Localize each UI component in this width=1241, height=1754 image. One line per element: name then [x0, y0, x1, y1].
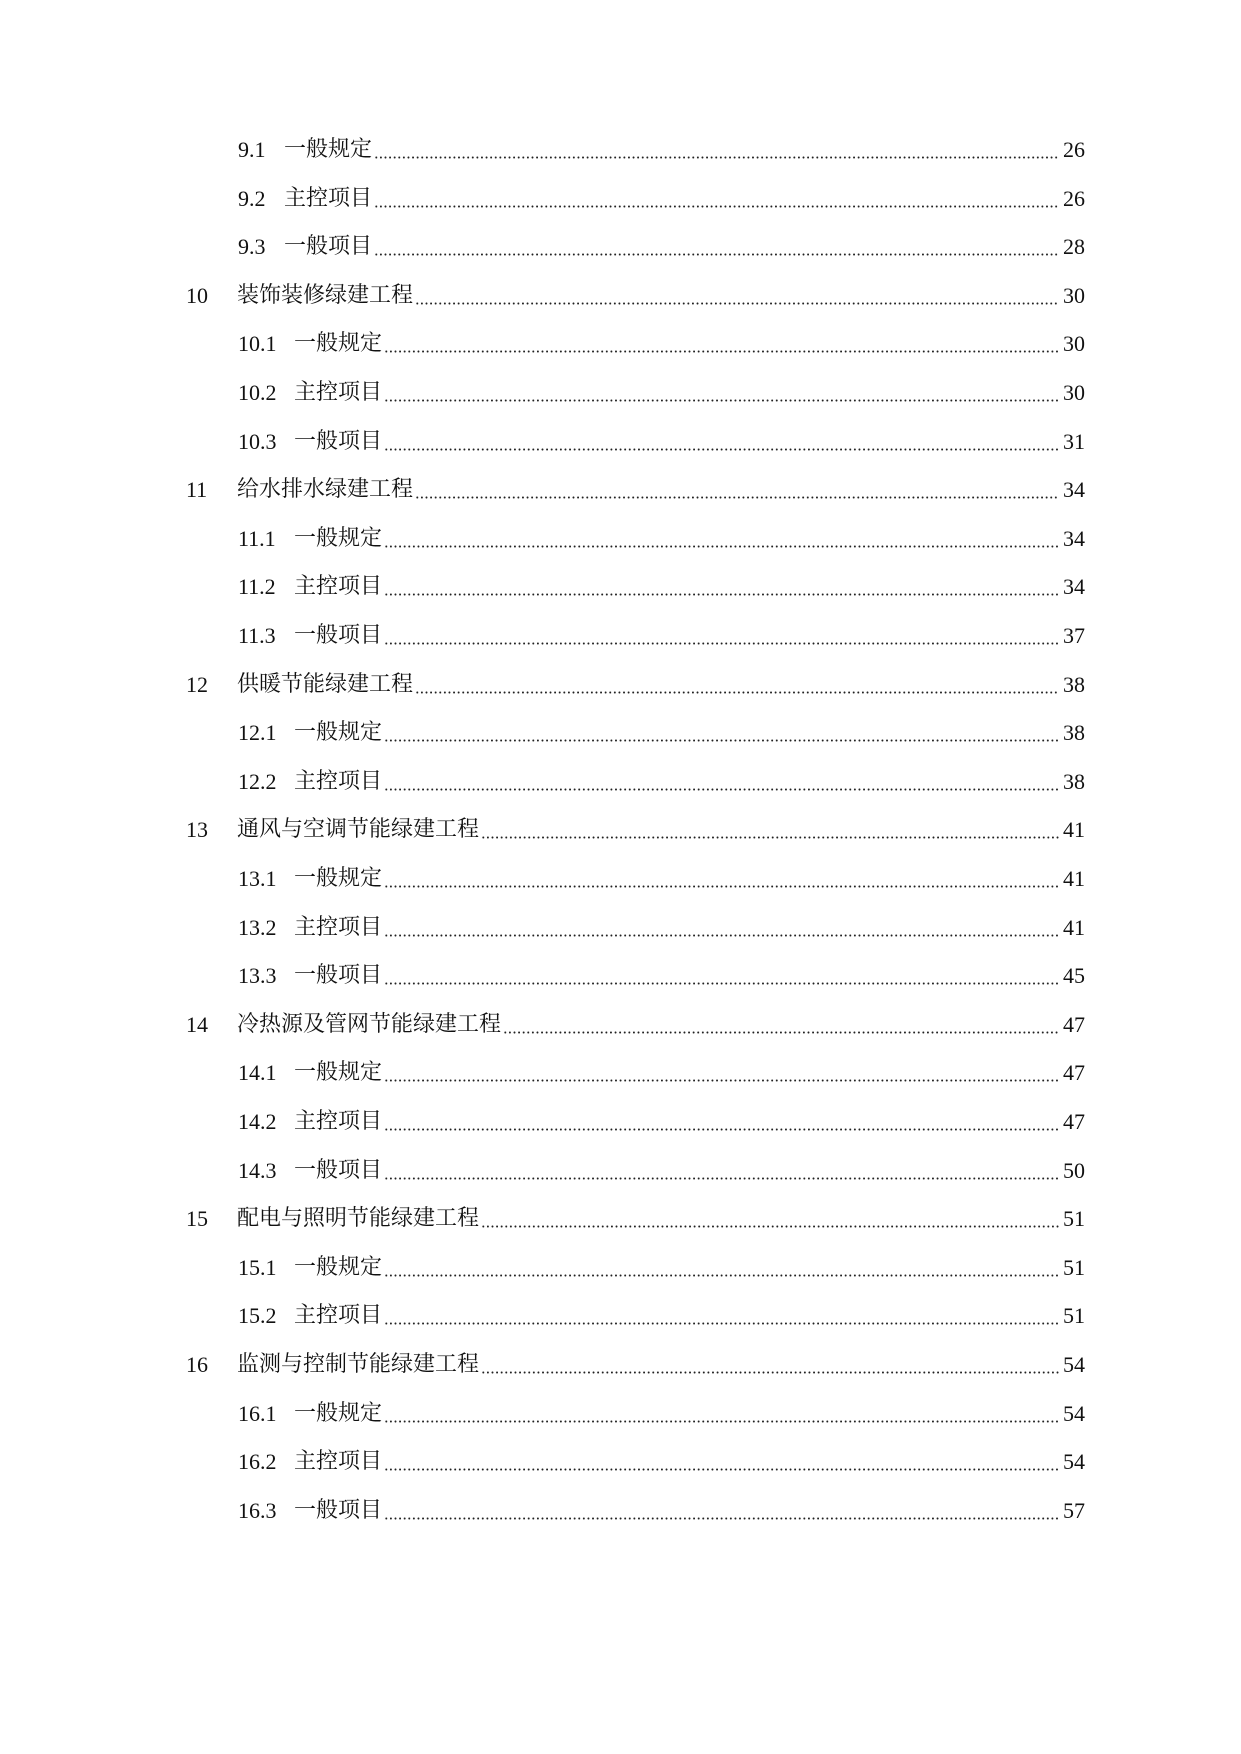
- toc-entry-number: 13.2: [238, 914, 277, 940]
- dot-leader: [384, 771, 1059, 793]
- toc-entry-title: 主控项目: [294, 380, 383, 405]
- dot-leader: [384, 382, 1059, 404]
- toc-section-entry[interactable]: [238, 1292, 1085, 1340]
- toc-entry-number: 10: [186, 282, 208, 308]
- toc-entry-number: 16.3: [238, 1497, 277, 1523]
- dot-leader: [374, 236, 1059, 258]
- toc-section-entry[interactable]: [238, 1487, 1085, 1535]
- dot-leader: [384, 1451, 1059, 1473]
- toc-entry-title: 主控项目: [294, 574, 383, 600]
- toc-section-entry[interactable]: [238, 563, 1085, 611]
- toc-entry-page-number: 34: [1063, 477, 1085, 503]
- toc-entry-number: 16.2: [238, 1449, 277, 1475]
- dot-leader: [415, 479, 1059, 501]
- toc-section-entry[interactable]: [238, 855, 1085, 903]
- toc-entry-number: 14.3: [238, 1157, 277, 1183]
- dot-leader: [384, 868, 1059, 890]
- toc-entry-page-number: 51: [1063, 1206, 1085, 1232]
- dot-leader: [384, 576, 1059, 598]
- toc-entry-page-number: 47: [1063, 1109, 1085, 1134]
- toc-entry-page-number: 30: [1063, 380, 1085, 405]
- dot-leader: [384, 1403, 1059, 1425]
- toc-entry-number: 14.1: [238, 1060, 277, 1086]
- dot-leader: [415, 674, 1059, 696]
- toc-entry-number: 12: [186, 671, 208, 697]
- toc-chapter-entry[interactable]: [186, 1195, 1085, 1243]
- toc-entry-number: 10.1: [238, 331, 277, 357]
- toc-section-entry[interactable]: [238, 904, 1085, 952]
- dot-leader: [384, 965, 1059, 987]
- toc-entry-title: 通风与空调节能绿建工程: [237, 817, 480, 843]
- toc-entry-page-number: 51: [1063, 1303, 1085, 1329]
- toc-entry-title: 给水排水绿建工程: [237, 477, 414, 503]
- toc-entry-page-number: 38: [1063, 671, 1085, 697]
- dot-leader: [384, 1111, 1059, 1133]
- toc-entry-page-number: 30: [1063, 331, 1085, 357]
- toc-section-entry[interactable]: [238, 1147, 1085, 1195]
- toc-entry-page-number: 34: [1063, 574, 1085, 600]
- dot-leader: [374, 188, 1059, 210]
- toc-entry-number: 12.1: [238, 720, 277, 746]
- dot-leader: [384, 1257, 1059, 1279]
- toc-chapter-entry[interactable]: [186, 1341, 1085, 1389]
- toc-section-entry[interactable]: [238, 1438, 1085, 1486]
- toc-entry-page-number: 31: [1063, 428, 1085, 454]
- toc-entry-number: 15: [186, 1206, 208, 1232]
- toc-section-entry[interactable]: [238, 175, 1085, 223]
- toc-entry-number: 15.1: [238, 1254, 277, 1280]
- toc-entry-page-number: 41: [1063, 914, 1085, 940]
- toc-section-entry[interactable]: [238, 709, 1085, 757]
- toc-entry-number: 14.2: [238, 1109, 277, 1134]
- toc-section-entry[interactable]: [238, 1390, 1085, 1438]
- toc-entry-number: 12.2: [238, 768, 277, 794]
- toc-entry-page-number: 54: [1063, 1352, 1085, 1377]
- toc-entry-title: 一般项目: [294, 963, 383, 989]
- toc-section-entry[interactable]: [238, 126, 1085, 174]
- toc-section-entry[interactable]: [238, 515, 1085, 563]
- dot-leader: [384, 1062, 1059, 1084]
- toc-entry-number: 10.3: [238, 428, 277, 454]
- toc-entry-number: 9.3: [238, 234, 266, 260]
- toc-entry-title: 一般规定: [284, 137, 373, 162]
- toc-entry-title: 一般规定: [294, 331, 383, 357]
- dot-leader: [384, 333, 1059, 355]
- toc-entry-title: 供暖节能绿建工程: [237, 671, 414, 697]
- dot-leader: [503, 1014, 1059, 1036]
- toc-entry-number: 11.3: [238, 623, 276, 648]
- toc-entry-number: 11.1: [238, 525, 276, 551]
- toc-entry-page-number: 51: [1063, 1254, 1085, 1280]
- toc-section-entry[interactable]: [238, 320, 1085, 368]
- toc-entry-title: 一般项目: [294, 1157, 383, 1183]
- dot-leader: [384, 1160, 1059, 1182]
- dot-leader: [384, 917, 1059, 939]
- dot-leader: [384, 431, 1059, 453]
- toc-section-entry[interactable]: [238, 612, 1085, 660]
- toc-entry-page-number: 54: [1063, 1400, 1085, 1426]
- toc-entry-title: 一般规定: [294, 1060, 383, 1086]
- toc-entry-number: 11.2: [238, 574, 276, 600]
- toc-entry-page-number: 26: [1063, 185, 1085, 211]
- toc-chapter-entry[interactable]: [186, 661, 1085, 709]
- toc-chapter-entry[interactable]: [186, 466, 1085, 514]
- dot-leader: [384, 722, 1059, 744]
- toc-entry-number: 13.3: [238, 963, 277, 989]
- toc-entry-title: 一般规定: [294, 866, 383, 891]
- toc-entry-number: 13: [186, 817, 208, 843]
- toc-entry-page-number: 45: [1063, 963, 1085, 989]
- toc-entry-page-number: 28: [1063, 234, 1085, 260]
- toc-entry-number: 16.1: [238, 1400, 277, 1426]
- toc-entry-title: 主控项目: [294, 1449, 383, 1475]
- toc-entry-number: 15.2: [238, 1303, 277, 1329]
- toc-entry-page-number: 38: [1063, 720, 1085, 746]
- toc-entry-title: 一般规定: [294, 1400, 383, 1426]
- dot-leader: [384, 1305, 1059, 1327]
- toc-entry-page-number: 34: [1063, 525, 1085, 551]
- toc-entry-page-number: 47: [1063, 1060, 1085, 1086]
- dot-leader: [481, 1208, 1059, 1230]
- toc-entry-page-number: 37: [1063, 623, 1085, 648]
- dot-leader: [374, 139, 1059, 161]
- toc-entry-page-number: 26: [1063, 137, 1085, 162]
- toc-entry-title: 主控项目: [294, 768, 383, 794]
- toc-chapter-entry[interactable]: [186, 1001, 1085, 1049]
- toc-entry-number: 16: [186, 1352, 208, 1377]
- toc-entry-title: 装饰装修绿建工程: [237, 282, 414, 308]
- dot-leader: [415, 285, 1059, 307]
- dot-leader: [384, 1500, 1059, 1522]
- dot-leader: [481, 819, 1059, 841]
- toc-chapter-entry[interactable]: [186, 806, 1085, 854]
- toc-entry-number: 13.1: [238, 866, 277, 891]
- toc-entry-title: 配电与照明节能绿建工程: [237, 1206, 480, 1232]
- toc-entry-title: 一般项目: [294, 1497, 383, 1523]
- toc-entry-title: 一般规定: [294, 720, 383, 746]
- toc-entry-page-number: 57: [1063, 1497, 1085, 1523]
- toc-entry-title: 一般规定: [294, 1254, 383, 1280]
- toc-entry-page-number: 47: [1063, 1011, 1085, 1037]
- toc-section-entry[interactable]: [238, 1244, 1085, 1292]
- toc-entry-number: 14: [186, 1011, 208, 1037]
- toc-entry-page-number: 41: [1063, 817, 1085, 843]
- toc-section-entry[interactable]: [238, 418, 1085, 466]
- toc-section-entry[interactable]: [238, 1098, 1085, 1146]
- dot-leader: [481, 1354, 1059, 1376]
- toc-entry-title: 主控项目: [294, 1109, 383, 1134]
- toc-entry-page-number: 41: [1063, 866, 1085, 891]
- toc-entry-title: 一般规定: [294, 525, 383, 551]
- toc-section-entry[interactable]: [238, 952, 1085, 1000]
- toc-chapter-entry[interactable]: [186, 272, 1085, 320]
- toc-entry-title: 一般项目: [294, 428, 383, 454]
- toc-entry-number: 11: [186, 477, 208, 503]
- dot-leader: [384, 528, 1059, 550]
- toc-section-entry[interactable]: [238, 1049, 1085, 1097]
- toc-entry-page-number: 30: [1063, 282, 1085, 308]
- toc-entry-page-number: 54: [1063, 1449, 1085, 1475]
- toc-entry-page-number: 38: [1063, 768, 1085, 794]
- toc-entry-title: 一般项目: [294, 623, 383, 648]
- toc-entry-title: 主控项目: [294, 1303, 383, 1329]
- toc-entry-number: 9.2: [238, 185, 266, 211]
- toc-entry-title: 监测与控制节能绿建工程: [237, 1352, 480, 1377]
- toc-entry-page-number: 50: [1063, 1157, 1085, 1183]
- toc-entry-number: 9.1: [238, 137, 266, 162]
- toc-section-entry[interactable]: [238, 758, 1085, 806]
- dot-leader: [384, 625, 1059, 647]
- toc-section-entry[interactable]: [238, 223, 1085, 271]
- toc-entry-title: 主控项目: [294, 914, 383, 940]
- toc-entry-title: 一般项目: [284, 234, 373, 260]
- toc-section-entry[interactable]: [238, 369, 1085, 417]
- toc-entry-title: 主控项目: [284, 185, 373, 211]
- toc-entry-title: 冷热源及管网节能绿建工程: [237, 1011, 502, 1037]
- toc-entry-number: 10.2: [238, 380, 277, 405]
